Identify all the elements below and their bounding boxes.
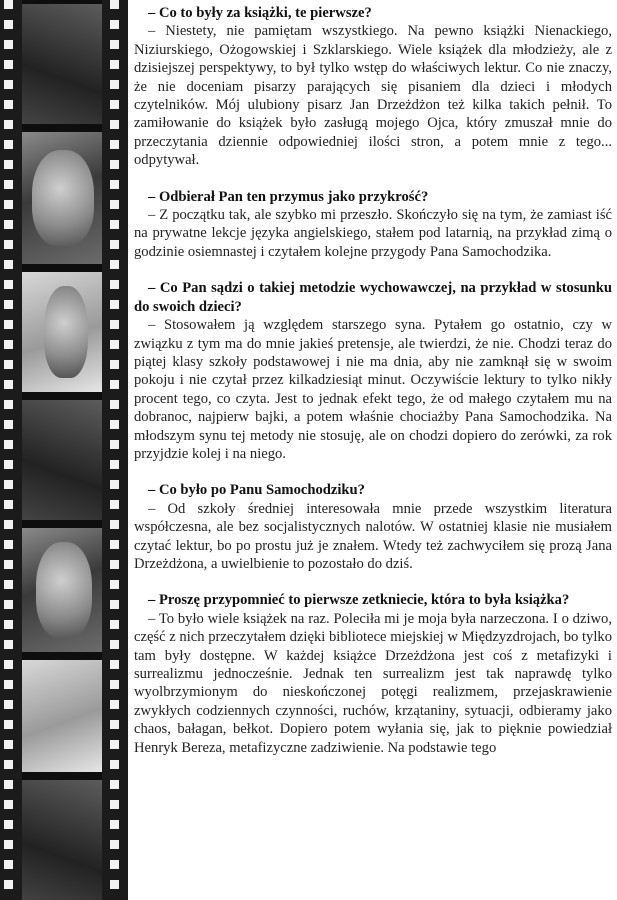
film-sprocket-holes-left: [4, 0, 13, 900]
portrait-face-image: [44, 286, 88, 378]
interview-answer: – Stosowałem ją względem starszego syna. Pytałem go ostatnio, czy w związku z tym ma do mnie jakieś pretensje, ale twierdzi, że nie. Chodzi teraz do piątej klasy szkoły podstawowej i nie ma dnia, aby nie zamknął się w swoim pokoju i nie czytał przez kilkadziesiąt minut. Oczywiście lektury to tylko nikły procent tego, co czyta. Jest to jednak efekt tego, że od małego czytałem mu na dobranoc, najpierw bajki, a potem właśnie chociażby Pana Samochodzika. Na młodszym synu tej metody nie stosuję, ale on chodzi dopiero do zerówki, za rok przyjdzie kolej i na niego.: [134, 317, 612, 462]
interview-question: – Proszę przypomnieć to pierwsze zetkniecie, która to była książka?: [148, 592, 570, 609]
film-frame-portrait-3: [22, 524, 102, 656]
film-frame-5: [22, 776, 102, 900]
interview-question: – Co było po Panu Samochodziku?: [148, 482, 365, 499]
film-frame-4: [22, 656, 102, 776]
qa-block: [134, 188, 612, 262]
interview-answer: – To było wiele książek na raz. Poleciła mi je moja była narzeczona. I o dziwo, część z nich przeczytałem dzięki bibliotece miejskiej w Międzyzdrojach, bo tylko tam były dostępne. W każdej książce Drzeżdżona jest coś z metafizyki i surrealizmu jednocześnie. Jednak ten surrealizm jest tak naprawdę tylko wyolbrzymionym do nieskończonej potęgi realizmem, przejaskrawienie zwykłych codziennych czynności, ruchów, krzątaniny, sytuacji, odbieramy jako chaos, bałagan, bełkot. Dopiero potem wyłania się, jak to pięknie powiedział Henryk Bereza, metafizyczne zadziwienie. Na podstawie tego: [134, 610, 612, 756]
interview-article: [134, 4, 612, 775]
interview-answer: – Od szkoły średniej interesowała mnie przede wszystkim literatura współczesna, ale bez socjalistycznych nalotów. W ostatniej klasie nie musiałem czytać lektur, bo po prostu już je znałem. Wtedy też zachwyciłem się prozą Jana Drzeżdżona, a uwielbienie to pozostało do dziś.: [134, 500, 612, 572]
interview-question: – Odbierał Pan ten przymus jako przykrość?: [148, 188, 429, 205]
film-strip-decoration: [0, 0, 128, 900]
portrait-face-image: [32, 150, 94, 246]
film-frame-portrait-2: [22, 268, 102, 396]
film-frame-portrait-1: [22, 128, 102, 268]
interview-question: – Co Pan sądzi o takiej metodzie wychowawczej, na przykład w stosunku do swoich dzieci?: [134, 280, 612, 315]
qa-block: [134, 481, 612, 573]
interview-answer: – Z początku tak, ale szybko mi przeszło. Skończyło się na tym, że zamiast iść na prywatne lekcje języka angielskiego, stałem pod latarnią, na przykład zimą o godzinie osiemnastej i czytałem kolejne przygody Pana Samochodzika.: [134, 207, 612, 260]
interview-answer: – Niestety, nie pamiętam wszystkiego. Na pewno książki Nienackiego, Niziurskiego, Ożogowskiej i Szklarskiego. Wiele książek dla młodzieży, ale z dzisiejszej perspektywy, to był tylko wstęp do właściwych lektur. Co nie znaczy, że nie doceniam pisarzy parających się pisaniem dla dzieci i młodych czytelników. Mój ulubiony pisarz Jan Drzeżdżon też kilka takich pełnił. To zamiłowanie do książek było zasługą mojego Ojca, który zmuszał mnie do przeczytania dziennie odpowiedniej ilości stron, a potem mnie z tego... odpytywał.: [134, 23, 612, 169]
film-sprocket-holes-right: [110, 0, 119, 900]
qa-block: [134, 279, 612, 463]
interview-question: – Co to były za książki, te pierwsze?: [148, 5, 372, 21]
portrait-face-image: [36, 542, 92, 638]
qa-block: [134, 4, 612, 170]
qa-block: [134, 591, 612, 757]
film-frame-3: [22, 396, 102, 524]
film-frame-1: [22, 0, 102, 128]
